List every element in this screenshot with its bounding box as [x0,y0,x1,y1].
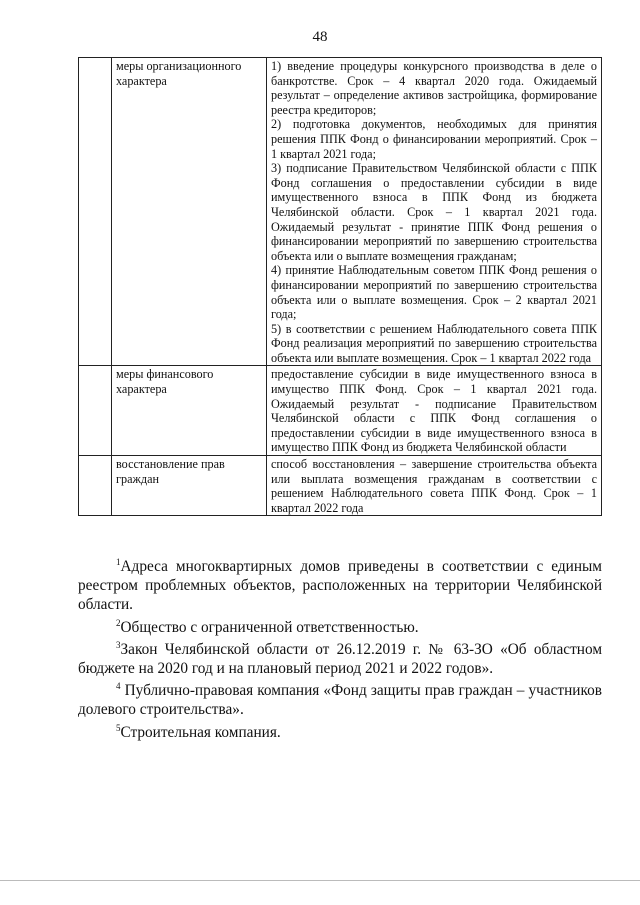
page-bottom-divider [0,880,640,881]
table-cell-measures [267,456,602,516]
table-cell-category: меры финансового характера [112,366,267,456]
table-cell-category: восстановление прав граждан [112,456,267,516]
footnote-text: Адреса многоквартирных домов приведены в соответствии с единым реестром проблемных объектов, расположенных на территории Челябинской области. [78,558,602,614]
table-row-rights-restoration [79,456,602,516]
footnote [78,640,602,678]
measure-item: предоставление субсидии в виде имущественного взноса в имущество ППК Фонд. Срок – 1 квартал 2021 года. Ожидаемый результат - подписание Правительством Челябинской области с ППК Фонд соглашения о предоставлении субсидии в виде имущественного взноса в имущество ППК Фонд из бюджета Челябинской области [271,367,597,455]
table-row-organizational [79,58,602,366]
measure-item: 3) подписание Правительством Челябинской области с ППК Фонд соглашения о предоставлении субсидии в виде имущественного взноса в ППК Фонд из бюджета Челябинской области. Срок – 1 квартал 2021 года. Ожидаемый результат - принятие ППК Фонд решения о финансировании мероприятий по завершению строительства объекта или о выплате возмещения гражданам; [271,161,597,263]
footnote [78,681,602,719]
footnote [116,723,602,742]
footnote [78,557,602,615]
footnote-text: Закон Челябинской области от 26.12.2019 г. № 63-ЗО «Об областном бюджете на 2020 год и на плановый период 2021 и 2022 годов». [78,640,602,678]
measure-item: 4) принятие Наблюдательным советом ППК Фонд решения о финансировании мероприятий по завершению строительства объекта или о выплате возмещения. Срок – 2 квартал 2021 года; [271,263,597,322]
table-cell-measures [267,58,602,366]
measure-item: 5) в соответствии с решением Наблюдательного совета ППК Фонд реализация мероприятий по завершению строительства объекта или выплате возмещения. Срок – 1 квартал 2022 года [271,321,597,365]
footnotes [78,557,602,742]
footnote-mark: 2 [116,617,121,628]
measure-item: способ восстановления – завершение строительства объекта или выплата возмещения гражданам в соответствии с решением Наблюдательного совета ППК Фонд. Срок – 1 квартал 2022 года [271,457,597,515]
footnote-text: Общество с ограниченной ответственностью. [120,618,419,636]
footnote [116,618,602,637]
table-row-financial [79,366,602,456]
page-number: 48 [312,29,328,45]
measure-item: 2) подготовка документов, необходимых для принятия решения ППК Фонд о финансировании мероприятий. Срок – 1 квартал 2021 года; [271,117,597,161]
measure-item: 1) введение процедуры конкурсного производства в деле о банкротстве. Срок – 4 квартал 2020 года. Ожидаемый результат – определение активов застройщика, формирование реестра кредиторов; [271,59,597,117]
table-cell-measures [267,366,602,456]
footnote-text: Публично-правовая компания «Фонд защиты прав граждан – участников долевого строительства». [78,682,602,719]
footnote-mark: 5 [116,722,121,733]
table-cell-blank [79,58,112,366]
table-cell-category: меры организационного характера [112,58,267,366]
footnote-mark: 4 [116,681,121,692]
footnote-text: Строительная компания. [120,723,281,741]
table-cell-blank [79,366,112,456]
footnote-mark: 3 [116,639,121,650]
measures-table [78,57,602,516]
footnote-mark: 1 [116,557,121,567]
table-cell-blank [79,456,112,516]
